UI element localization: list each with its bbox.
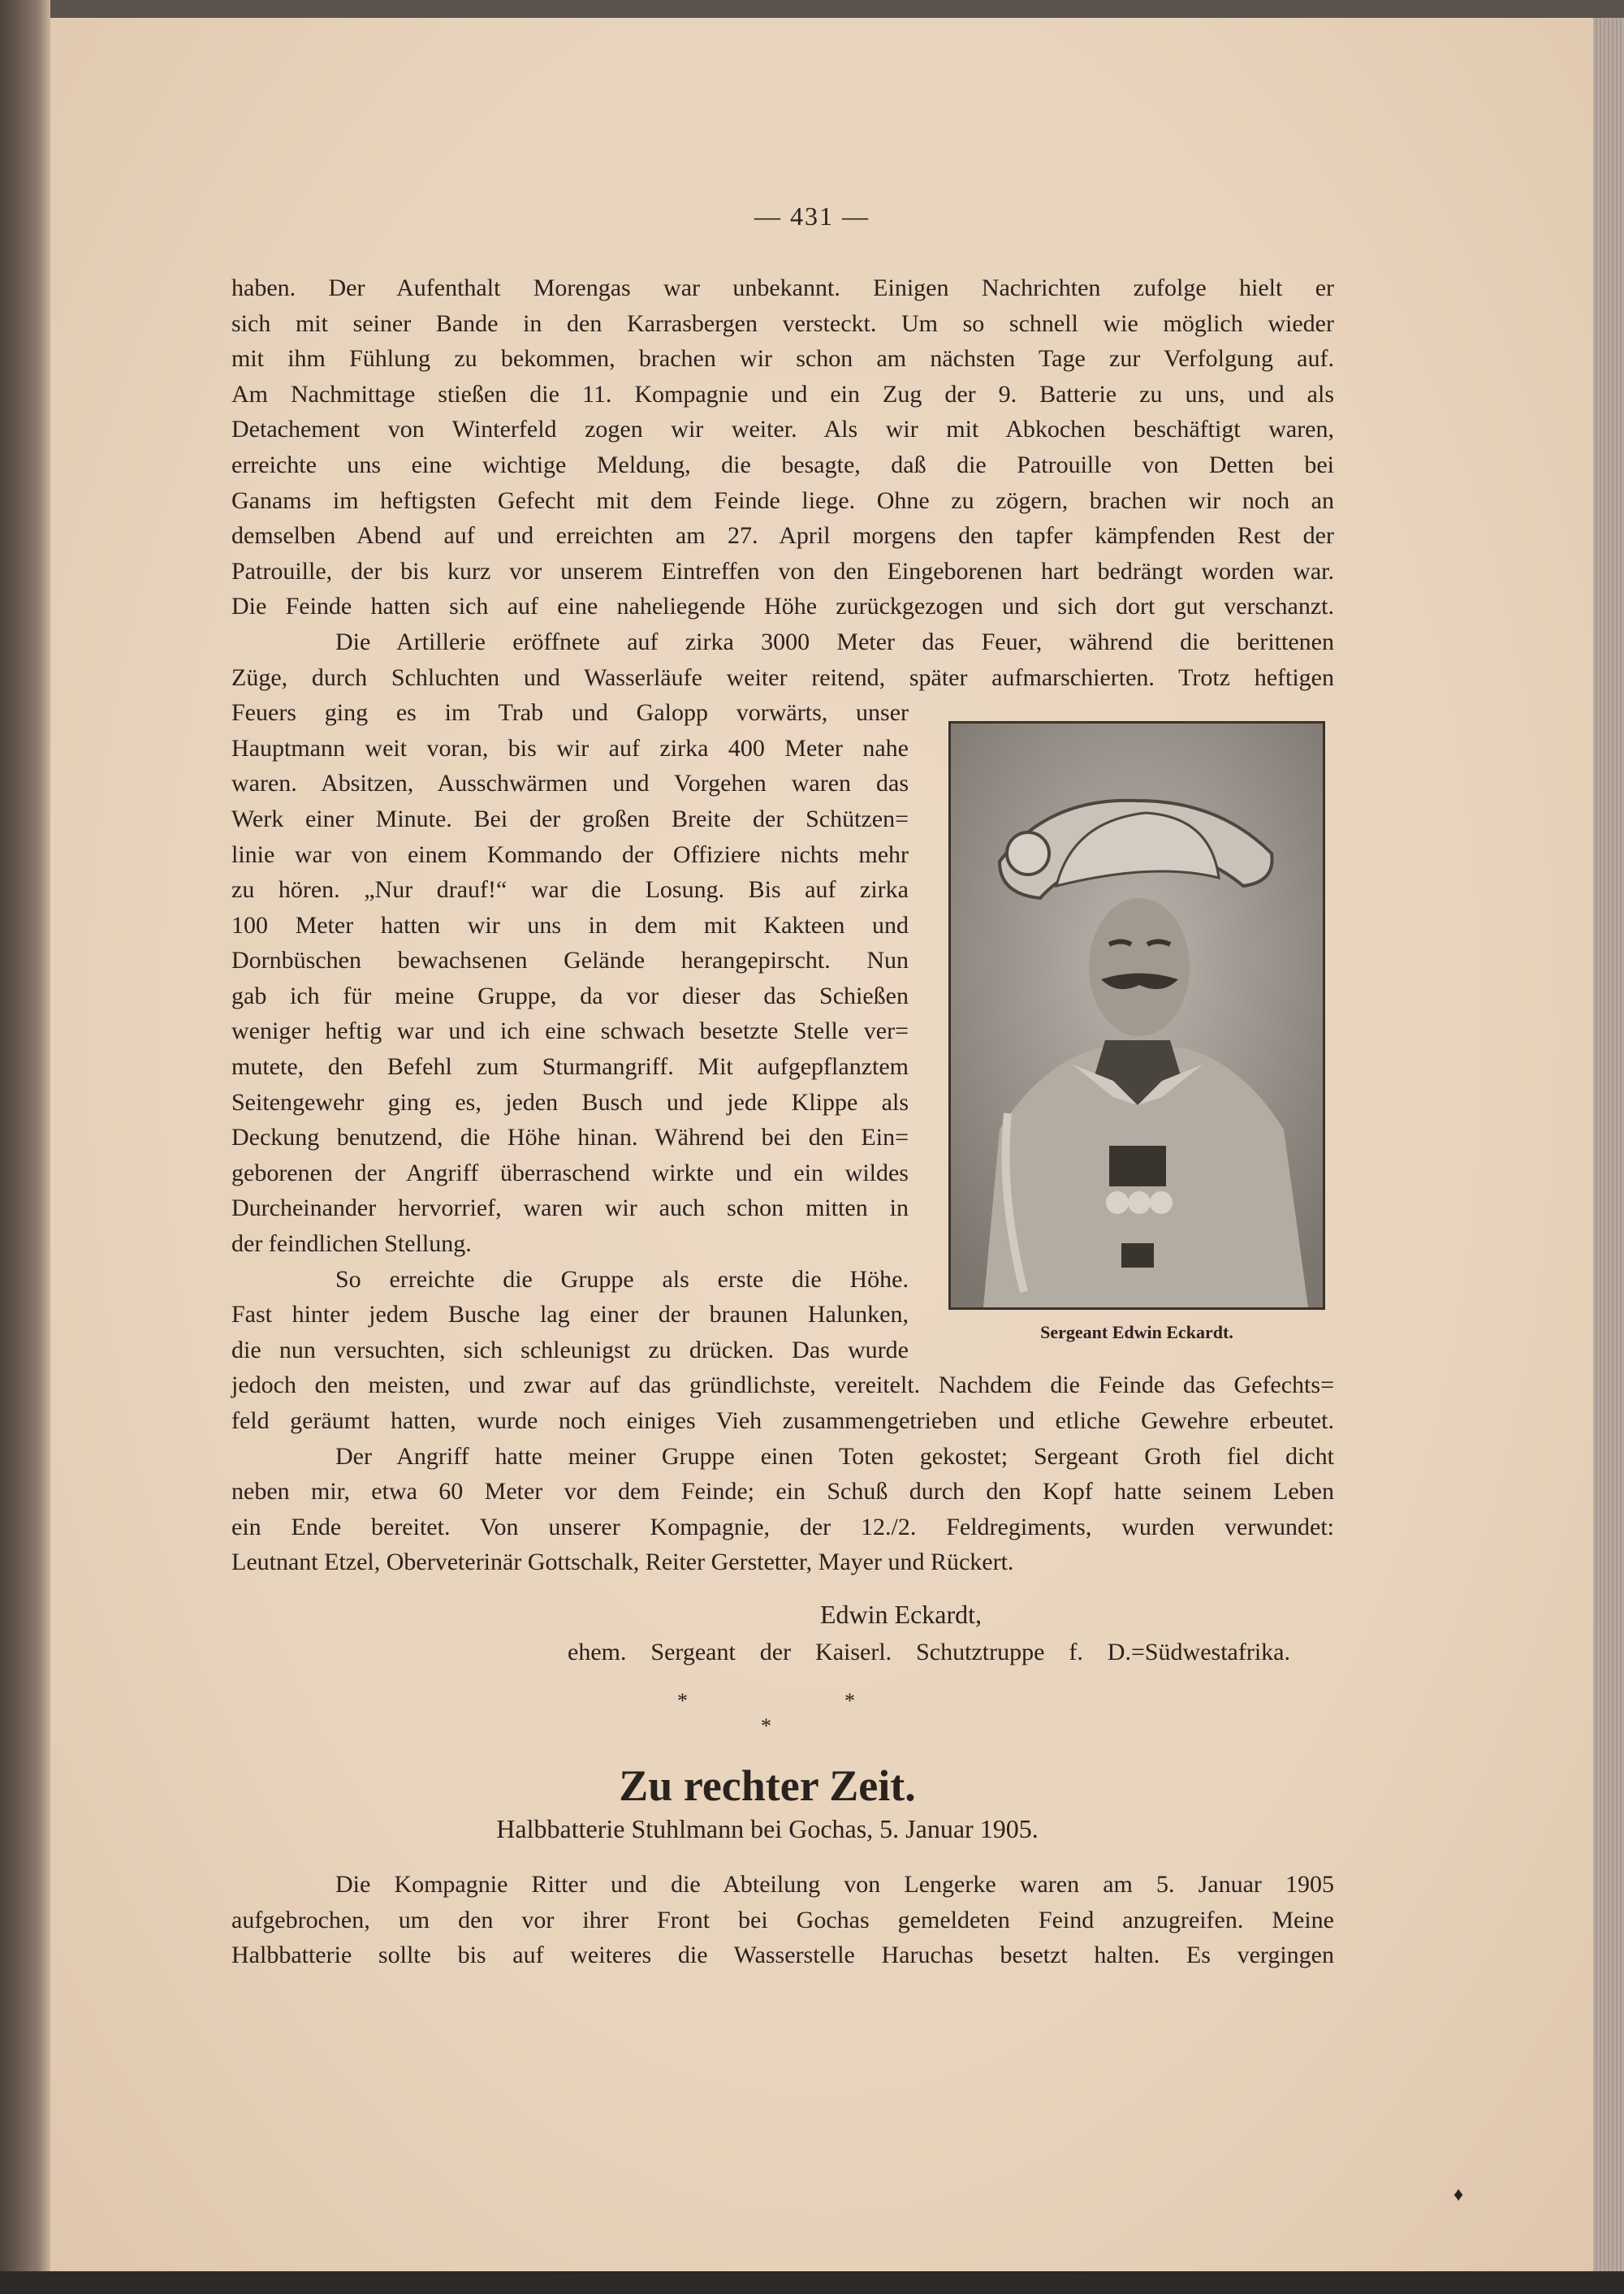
text-line: Durcheinander hervorrief, waren wir auch schon mitten in [231, 1195, 909, 1222]
portrait-soldier-image [951, 724, 1323, 1307]
text-line: feld geräumt hatten, wurde noch einiges Vieh zusammengetrieben und etliche Gewehre erbeutet. [231, 1407, 1334, 1434]
text-line: geborenen der Angriff überraschend wirkte und ein wildes [231, 1159, 909, 1186]
page-number: — 431 — [754, 201, 870, 231]
text-line: Halbbatterie sollte bis auf weiteres die Wasserstelle Haruchas besetzt halten. Es vergingen [231, 1942, 1334, 1969]
text-line: die nun versuchten, sich schleunigst zu drücken. Das wurde [231, 1336, 909, 1363]
text-line: waren. Absitzen, Ausschwärmen und Vorgehen waren das [231, 770, 909, 797]
text-line: Züge, durch Schluchten und Wasserläufe weiter reitend, später aufmarschierten. Trotz heftigen [231, 663, 1334, 691]
text-line: Leutnant Etzel, Oberveterinär Gottschalk, Reiter Gerstetter, Mayer und Rückert. [231, 1549, 1014, 1576]
photo-caption: Sergeant Edwin Eckardt. [1040, 1322, 1233, 1342]
text-line: Dornbüschen bewachsenen Gelände herangepirscht. Nun [231, 947, 909, 974]
section-subtitle: Halbbatterie Stuhlmann bei Gochas, 5. Januar 1905. [496, 1814, 1039, 1843]
separator-star: * [761, 1714, 771, 1738]
text-line: Der Angriff hatte meiner Gruppe einen Toten gekostet; Sergeant Groth fiel dicht [335, 1442, 1334, 1470]
text-line: der feindlichen Stellung. [231, 1230, 472, 1258]
text-line: jedoch den meisten, und zwar auf das gründlichste, vereitelt. Nachdem die Feinde das Gefechts= [231, 1372, 1334, 1399]
signature-title: ehem. Sergeant der Kaiserl. Schutztruppe f. D.=Südwestafrika. [568, 1639, 1290, 1665]
scan-border-bottom [0, 2271, 1624, 2294]
scan-border-top [50, 0, 1624, 18]
text-line: Die Kompagnie Ritter und die Abteilung von Lengerke waren am 5. Januar 1905 [335, 1871, 1334, 1898]
book-binding [0, 0, 50, 2294]
text-line: ein Ende bereitet. Von unserer Kompagnie, der 12./2. Feldregiments, wurden verwundet: [231, 1513, 1334, 1540]
text-line: So erreichte die Gruppe als erste die Höhe. [335, 1265, 909, 1293]
text-line: linie war von einem Kommando der Offiziere nichts mehr [231, 840, 909, 868]
text-line: demselben Abend auf und erreichten am 27. April morgens den tapfer kämpfenden Rest der [231, 522, 1334, 550]
text-line: Am Nachmittage stießen die 11. Kompagnie und ein Zug der 9. Batterie zu uns, und als [231, 380, 1334, 408]
text-line: neben mir, etwa 60 Meter vor dem Feinde; ein Schuß durch den Kopf hatte seinem Leben [231, 1478, 1334, 1506]
text-line: Seitengewehr ging es, jeden Busch und jede Klippe als [231, 1088, 909, 1116]
text-line: Ganams im heftigsten Gefecht mit dem Feinde liege. Ohne zu zögern, brachen wir noch an [231, 486, 1334, 514]
text-line: haben. Der Aufenthalt Morengas war unbekannt. Einigen Nachrichten zufolge hielt er [231, 274, 1334, 301]
text-line: 100 Meter hatten wir uns in dem mit Kakteen und [231, 911, 909, 939]
text-line: Deckung benutzend, die Höhe hinan. Während bei den Ein= [231, 1124, 909, 1151]
text-line: sich mit seiner Bande in den Karrasbergen versteckt. Um so schnell wie möglich wieder [231, 309, 1334, 337]
text-line: aufgebrochen, um den vor ihrer Front bei Gochas gemeldeten Feind anzugreifen. Meine [231, 1906, 1334, 1933]
text-line: erreichte uns eine wichtige Meldung, die besagte, daß die Patrouille von Detten bei [231, 451, 1334, 478]
section-body [231, 1867, 1334, 1973]
section-title: Zu rechter Zeit. [619, 1761, 916, 1810]
portrait-photo [948, 721, 1325, 1310]
text-line: Hauptmann weit voran, bis wir auf zirka 400 Meter nahe [231, 734, 909, 762]
text-line: zu hören. „Nur drauf!“ war die Losung. Bis auf zirka [231, 876, 909, 904]
page-stack-edge [1593, 18, 1624, 2271]
text-line: Werk einer Minute. Bei der großen Breite der Schützen= [231, 805, 909, 832]
text-line: Detachement von Winterfeld zogen wir weiter. Als wir mit Abkochen beschäftigt waren, [231, 416, 1334, 443]
text-line: Die Feinde hatten sich auf eine naheliegende Höhe zurückgezogen und sich dort gut verschanzt. [231, 593, 1334, 620]
separator-star: * [677, 1689, 688, 1713]
separator-star: * [844, 1689, 855, 1713]
text-line: Feuers ging es im Trab und Galopp vorwärts, unser [231, 699, 909, 727]
text-line: gab ich für meine Gruppe, da vor dieser das Schießen [231, 982, 909, 1009]
text-line: mit ihm Fühlung zu bekommen, brachen wir schon am nächsten Tage zur Verfolgung auf. [231, 345, 1334, 373]
text-line: weniger heftig war und ich eine schwach besetzte Stelle ver= [231, 1017, 909, 1045]
text-line: mutete, den Befehl zum Sturmangriff. Mit aufgepflanztem [231, 1053, 909, 1081]
text-line: Patrouille, der bis kurz vor unserem Eintreffen von den Eingeborenen hart bedrängt worden war. [231, 557, 1334, 585]
scan-mark-icon: ♦ [1453, 2184, 1464, 2205]
signature-name: Edwin Eckardt, [820, 1600, 983, 1629]
text-line: Fast hinter jedem Busche lag einer der braunen Halunken, [231, 1301, 909, 1328]
text-line: Die Artillerie eröffnete auf zirka 3000 Meter das Feuer, während die berittenen [335, 628, 1334, 655]
